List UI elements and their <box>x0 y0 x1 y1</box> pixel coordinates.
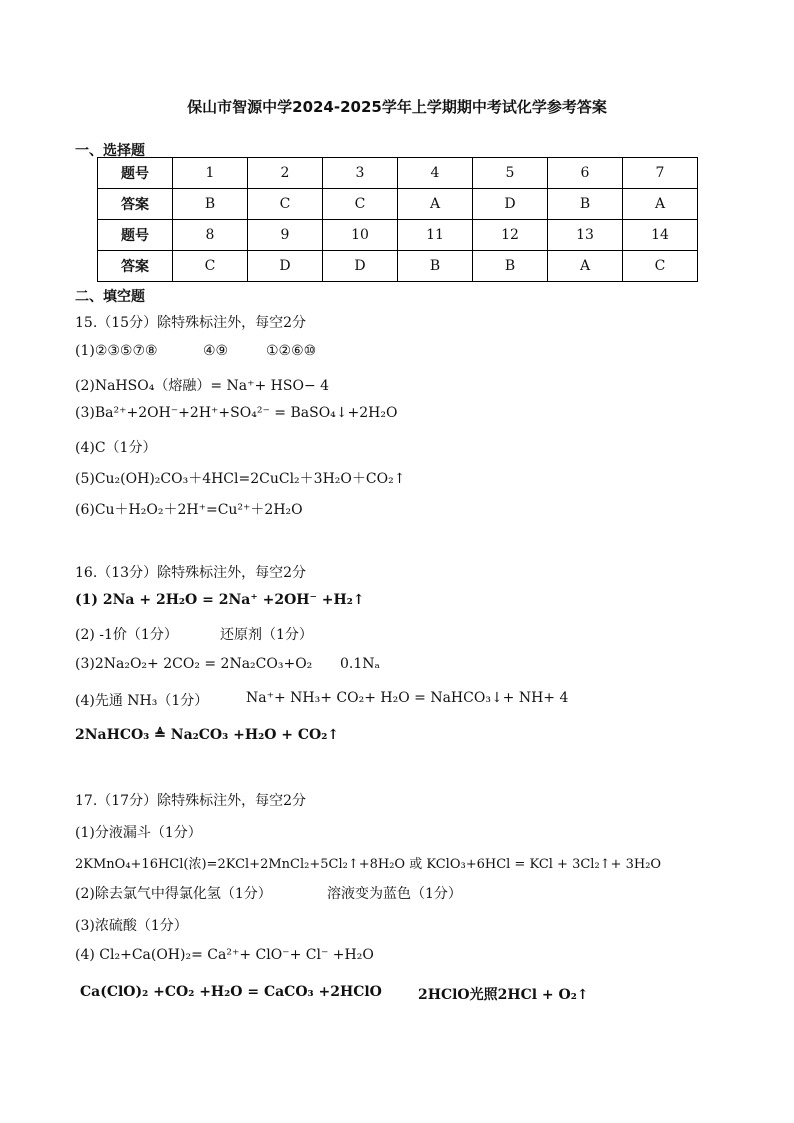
table-cell: D <box>323 251 398 282</box>
q16-answer-4a: (4)先通 NH₃（1分） <box>75 693 209 709</box>
table-cell: C <box>248 189 323 220</box>
table-cell: A <box>623 189 698 220</box>
table-cell: 10 <box>323 220 398 251</box>
table-cell: 11 <box>398 220 473 251</box>
q17-answer-5b: 2HClO光照2HCl + O₂↑ <box>418 987 589 1003</box>
q15-answer-1a: (1)②③⑤⑦⑧ <box>75 343 158 359</box>
q16-heading: 16.（13分）除特殊标注外，每空2分 <box>75 565 306 581</box>
table-cell: 9 <box>248 220 323 251</box>
section-fill-heading: 二、填空题 <box>75 289 145 305</box>
q17-heading: 17.（17分）除特殊标注外，每空2分 <box>75 793 306 809</box>
table-cell: C <box>173 251 248 282</box>
q16-answer-4b: Na⁺+ NH₃+ CO₂+ H₂O = NaHCO₃↓+ NH+ 4 <box>246 690 569 706</box>
table-cell: B <box>398 251 473 282</box>
table-cell: 13 <box>548 220 623 251</box>
table-row-label: 题号 <box>98 158 173 189</box>
table-cell: 3 <box>323 158 398 189</box>
table-row-label: 答案 <box>98 251 173 282</box>
q17-answer-3: (3)浓硫酸（1分） <box>75 918 188 934</box>
q15-answer-3: (3)Ba²⁺+2OH⁻+2H⁺+SO₄²⁻ = BaSO₄↓+2H₂O <box>75 405 398 421</box>
table-cell: 12 <box>473 220 548 251</box>
table-cell: A <box>548 251 623 282</box>
q16-answer-2a: (2) -1价（1分） <box>75 627 178 643</box>
q15-answer-1b: ④⑨ <box>203 343 229 359</box>
table-cell: B <box>548 189 623 220</box>
q17-answer-5a: Ca(ClO)₂ +CO₂ +H₂O = CaCO₃ +2HClO <box>80 984 382 1000</box>
q15-answer-6: (6)Cu＋H₂O₂＋2H⁺=Cu²⁺＋2H₂O <box>75 502 303 518</box>
table-row <box>98 158 698 189</box>
page-title: 保山市智源中学2024-2025学年上学期期中考试化学参考答案 <box>187 98 607 116</box>
q15-answer-4: (4)C（1分） <box>75 440 157 456</box>
table-cell: 7 <box>623 158 698 189</box>
table-cell: B <box>473 251 548 282</box>
q17-answer-1: (1)分液漏斗（1分） <box>75 825 202 841</box>
table-cell: B <box>173 189 248 220</box>
q16-answer-5: 2NaHCO₃ ≜ Na₂CO₃ +H₂O + CO₂↑ <box>75 727 340 743</box>
table-cell: A <box>398 189 473 220</box>
answer-table <box>97 157 698 282</box>
q16-answer-1: (1) 2Na + 2H₂O = 2Na⁺ +2OH⁻ +H₂↑ <box>75 592 365 608</box>
q17-answer-1-equation: 2KMnO₄+16HCl(浓)=2KCl+2MnCl₂+5Cl₂↑+8H₂O 或 KClO₃+6HCl = KCl + 3Cl₂↑+ 3H₂O <box>75 857 662 872</box>
q15-heading: 15.（15分）除特殊标注外，每空2分 <box>75 315 306 331</box>
q16-answer-3a: (3)2Na₂O₂+ 2CO₂ = 2Na₂CO₃+O₂ <box>75 656 313 672</box>
table-row-label: 答案 <box>98 189 173 220</box>
table-cell: D <box>248 251 323 282</box>
table-cell: 1 <box>173 158 248 189</box>
table-cell: 8 <box>173 220 248 251</box>
table-cell: 2 <box>248 158 323 189</box>
q16-answer-3b: 0.1Nₐ <box>340 656 380 672</box>
q16-answer-2b: 还原剂（1分） <box>220 627 313 643</box>
q15-answer-5: (5)Cu₂(OH)₂CO₃＋4HCl=2CuCl₂＋3H₂O＋CO₂↑ <box>75 471 406 487</box>
table-row <box>98 189 698 220</box>
table-row <box>98 251 698 282</box>
table-cell: 6 <box>548 158 623 189</box>
table-cell: C <box>623 251 698 282</box>
table-row <box>98 220 698 251</box>
table-row-label: 题号 <box>98 220 173 251</box>
section-choice-heading: 一、选择题 <box>75 143 145 159</box>
q17-answer-2a: (2)除去氯气中得氯化氢（1分） <box>75 886 272 902</box>
q15-answer-1c: ①②⑥⑩ <box>266 343 317 359</box>
table-cell: C <box>323 189 398 220</box>
q15-answer-2: (2)NaHSO₄（熔融）= Na⁺+ HSO− 4 <box>75 378 330 394</box>
q17-answer-2b: 溶液变为蓝色（1分） <box>327 886 462 902</box>
table-cell: D <box>473 189 548 220</box>
table-cell: 4 <box>398 158 473 189</box>
table-cell: 14 <box>623 220 698 251</box>
table-cell: 5 <box>473 158 548 189</box>
q17-answer-4: (4) Cl₂+Ca(OH)₂= Ca²⁺+ ClO⁻+ Cl⁻ +H₂O <box>75 947 374 963</box>
